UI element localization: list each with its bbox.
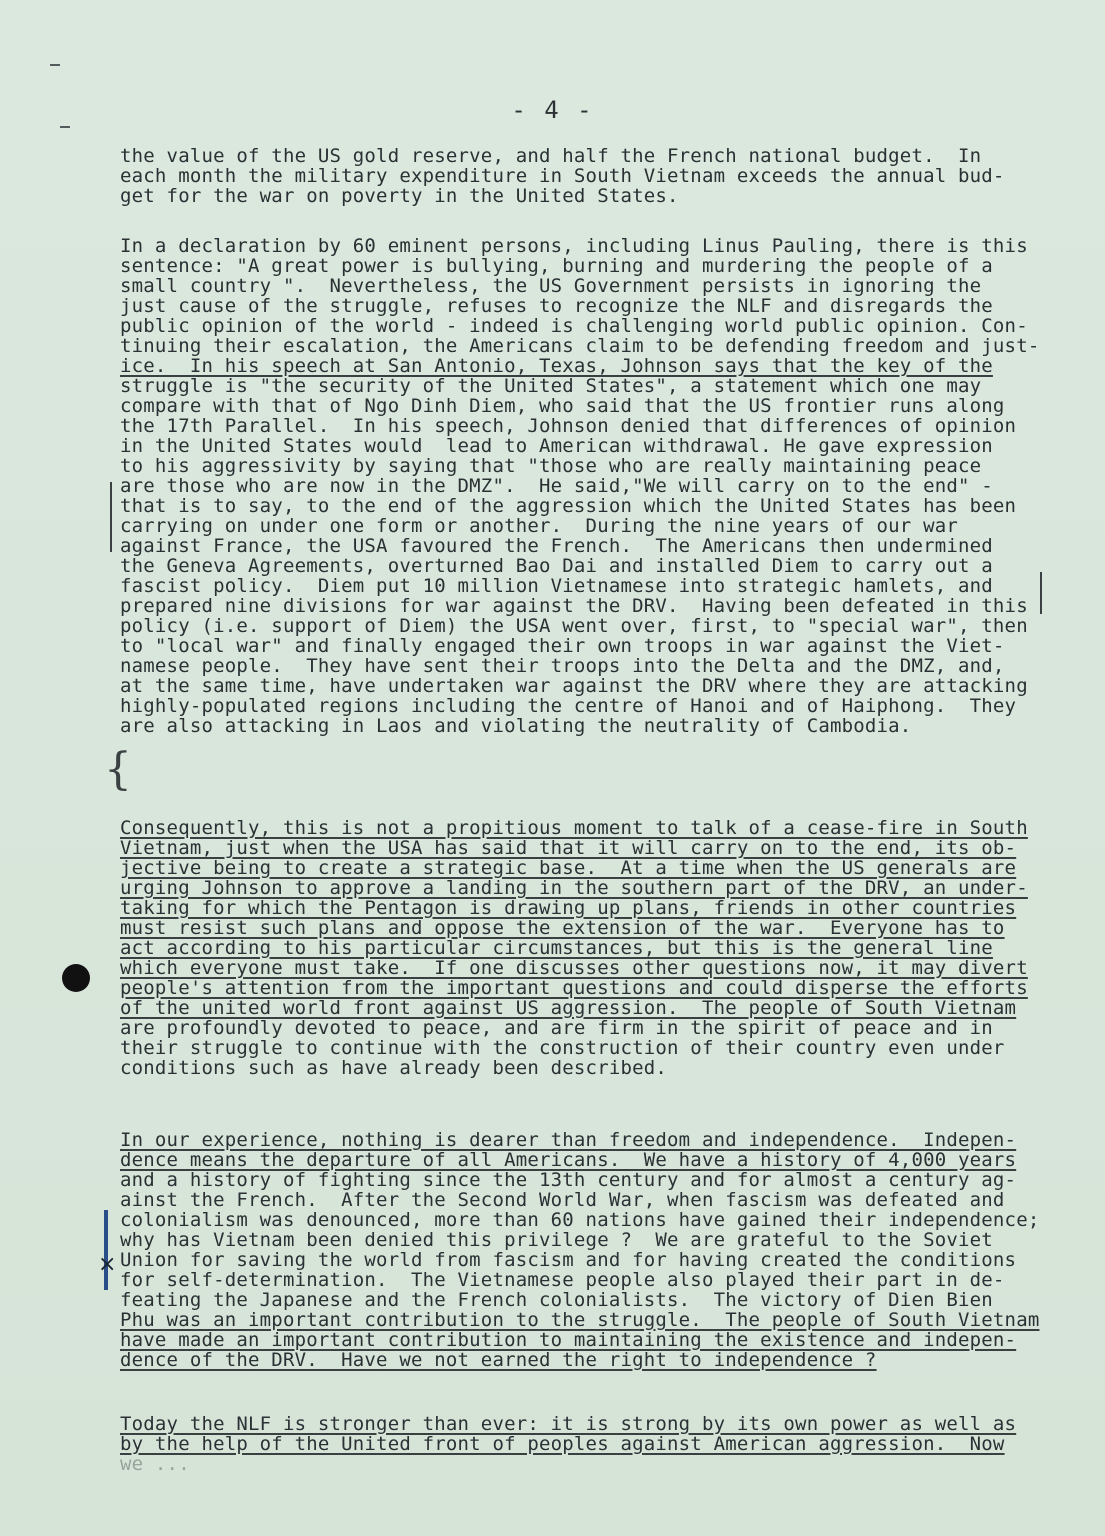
text-line: struggle is "the security of the United States", a statement which one may [120, 375, 982, 397]
text-line-underlined: of the united world front against US aggression. The people of South Vietnam [120, 997, 1017, 1019]
text-line: that is to say, to the end of the aggression which the United States has been [120, 495, 1017, 517]
text-line: are those who are now in the DMZ". He said,"We will carry on to the end" - [120, 475, 993, 497]
text-line: fascist policy. Diem put 10 million Vietnamese into strategic hamlets, and [120, 575, 993, 597]
text-line: in the United States would lead to American withdrawal. He gave expression [120, 435, 993, 457]
text-line: why has Vietnam been denied this privilege ? We are grateful to the Soviet [120, 1229, 993, 1251]
text-line: and a history of fighting since the 13th century and for almost a century ag- [120, 1169, 1017, 1191]
text-line-underlined: jective being to create a strategic base. At a time when the US generals are [120, 857, 1017, 879]
text-line: conditions such as have already been described. [120, 1057, 668, 1079]
text-line: highly-populated regions including the centre of Hanoi and of Haiphong. They [120, 695, 1017, 717]
corner-mark-left [60, 126, 70, 128]
text-line-underlined: dence of the DRV. Have we not earned the right to independence ? [120, 1349, 877, 1371]
text-line: are also attacking in Laos and violating the neutrality of Cambodia. [120, 715, 912, 737]
text-line: to his aggressivity by saying that "those who are really maintaining peace [120, 455, 982, 477]
text-line-underlined: by the help of the United front of peoples against American aggression. Now [120, 1433, 1005, 1455]
text-line-underlined: act according to his particular circumstances, but this is the general line [120, 937, 993, 959]
text-line: their struggle to continue with the construction of their country even under [120, 1037, 1005, 1059]
paragraph-3 [120, 818, 1040, 1078]
text-line: public opinion of the world - indeed is challenging world public opinion. Con- [120, 315, 1028, 337]
margin-bar-blue [104, 1210, 108, 1290]
margin-brace: { [104, 744, 132, 795]
text-line: compare with that of Ngo Dinh Diem, who said that the US frontier runs along [120, 395, 1005, 417]
paragraph-4 [120, 1130, 1040, 1370]
text-line: each month the military expenditure in South Vietnam exceeds the annual bud- [120, 165, 1005, 187]
text-line-underlined: urging Johnson to approve a landing in the southern part of the DRV, an under- [120, 877, 1028, 899]
margin-x-mark: × [98, 1252, 117, 1277]
text-line: the value of the US gold reserve, and half the French national budget. In [120, 145, 982, 167]
text-line-underlined: Consequently, this is not a propitious moment to talk of a cease-fire in South [120, 817, 1028, 839]
paragraph-1 [120, 146, 1040, 206]
text-line-underlined: dence means the departure of all Americans. We have a history of 4,000 years [120, 1149, 1017, 1171]
text-line-underlined: must resist such plans and oppose the extension of the war. Everyone has to [120, 917, 1005, 939]
text-line: Union for saving the world from fascism and for having created the conditions [120, 1249, 1017, 1271]
margin-bracket-right [1036, 572, 1042, 614]
text-line: small country ". Nevertheless, the US Government persists in ignoring the [120, 275, 982, 297]
text-line-underlined: people's attention from the important questions and could disperse the efforts [120, 977, 1028, 999]
text-line: sentence: "A great power is bullying, burning and murdering the people of a [120, 255, 993, 277]
text-line: are profoundly devoted to peace, and are firm in the spirit of peace and in [120, 1017, 993, 1039]
paragraph-2 [120, 236, 1040, 736]
text-line: prepared nine divisions for war against the DRV. Having been defeated in this [120, 595, 1028, 617]
page-number: - 4 - [511, 96, 594, 124]
text-line-underlined: Phu was an important contribution to the struggle. The people of South Vietnam [120, 1309, 1040, 1331]
text-line-underlined: Today the NLF is stronger than ever: it is strong by its own power as well as [120, 1413, 1017, 1435]
text-line: to "local war" and finally engaged their own troops in war against the Viet- [120, 635, 1005, 657]
text-line-underlined: which everyone must take. If one discusses other questions now, it may divert [120, 957, 1028, 979]
text-line-underlined: Vietnam, just when the USA has said that it will carry on to the end, its ob- [120, 837, 1017, 859]
corner-mark-top-left [50, 64, 60, 66]
text-line: at the same time, have undertaken war against the DRV where they are attacking [120, 675, 1028, 697]
text-line: tinuing their escalation, the Americans claim to be defending freedom and just- [120, 335, 1040, 357]
text-line: In a declaration by 60 eminent persons, including Linus Pauling, there is this [120, 235, 1028, 257]
text-line-underlined: taking for which the Pentagon is drawing up plans, friends in other countries [120, 897, 1017, 919]
text-line: ainst the French. After the Second World War, when fascism was defeated and [120, 1189, 1005, 1211]
text-line-faded: we ... [120, 1453, 190, 1475]
text-line-underlined: have made an important contribution to maintaining the existence and indepen- [120, 1329, 1017, 1351]
margin-bracket-left [110, 482, 112, 552]
text-line: carrying on under one form or another. During the nine years of our war [120, 515, 959, 537]
text-line: against France, the USA favoured the French. The Americans then undermined [120, 535, 993, 557]
punch-hole [62, 964, 90, 992]
text-line: just cause of the struggle, refuses to recognize the NLF and disregards the [120, 295, 993, 317]
text-line-underlined: ice. In his speech at San Antonio, Texas, Johnson says that the key of the [120, 355, 993, 377]
text-line: colonialism was denounced, more than 60 nations have gained their independence; [120, 1209, 1040, 1231]
text-line: the 17th Parallel. In his speech, Johnson denied that differences of opinion [120, 415, 1017, 437]
text-line: get for the war on poverty in the United States. [120, 185, 679, 207]
text-line: namese people. They have sent their troops into the Delta and the DMZ, and, [120, 655, 1005, 677]
text-line: for self-determination. The Vietnamese people also played their part in de- [120, 1269, 1005, 1291]
text-line-underlined: In our experience, nothing is dearer than freedom and independence. Indepen- [120, 1129, 1017, 1151]
text-line: feating the Japanese and the French colonialists. The victory of Dien Bien [120, 1289, 993, 1311]
paragraph-5 [120, 1414, 1040, 1474]
text-line: the Geneva Agreements, overturned Bao Dai and installed Diem to carry out a [120, 555, 993, 577]
text-line: policy (i.e. support of Diem) the USA went over, first, to "special war", then [120, 615, 1028, 637]
